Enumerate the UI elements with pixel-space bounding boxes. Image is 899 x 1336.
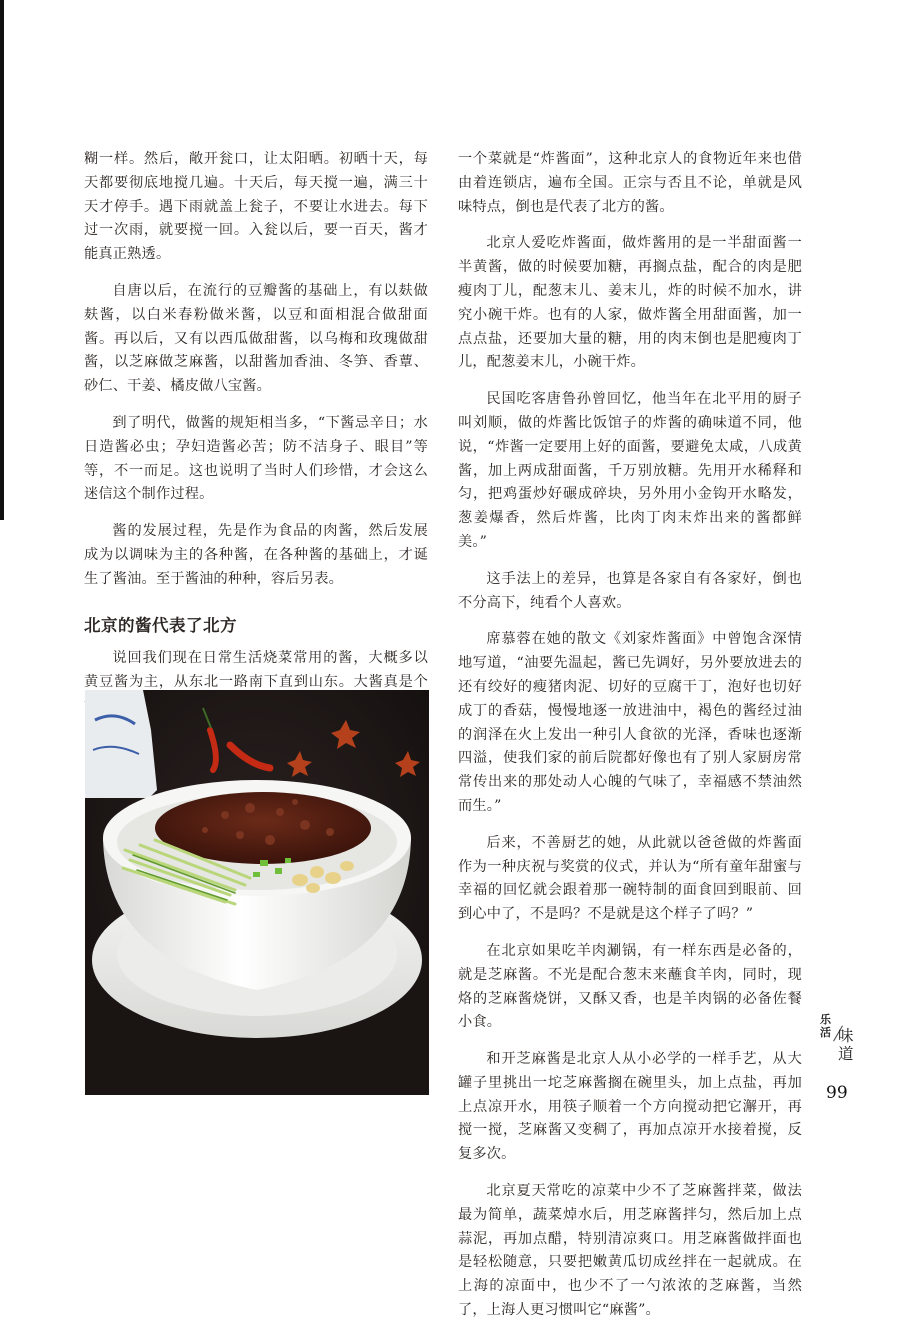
right-paragraph-4: 这手法上的差异，也算是各家自有各家好，倒也不分高下，纯看个人喜欢。: [458, 570, 802, 611]
noodle-bowl-photo: [85, 690, 429, 1095]
right-paragraph-5: 席慕蓉在她的散文《刘家炸酱面》中曾饱含深情地写道，“油要先温起，酱已先调好，另外要放进去的还有绞好的瘦猪肉泥、切好的豆腐干丁，泡好也切好成丁的香菇，慢慢地逐一放进油中，褐色的酱经过油的润泽在火上发出一种引人食欲的光泽，香味也逐渐四溢，使我们家的前后院都好像也有了别人家厨房常常传出来的那处动人心魄的气味了，幸福感不禁油然而生。”: [458, 631, 802, 814]
left-paragraph-4: 酱的发展过程，先是作为食品的肉酱，然后发展成为以调味为主的各种酱，在各种酱的基础上，才诞生了酱油。至于酱油的种种，容后另表。: [84, 523, 428, 587]
section-label-lehuo: 乐活: [820, 1013, 831, 1039]
left-paragraph-2: 自唐以后，在流行的豆瓣酱的基础上，有以麸做麸酱，以白米春粉做米酱，以豆和面相混合做甜面酱。再以后，又有以西瓜做甜酱，以乌梅和玫瑰做甜酱，以芝麻做芝麻酱，以甜酱加香油、冬笋、香蕈、砂仁、干姜、橘皮做八宝酱。: [84, 282, 428, 395]
page-number: 99: [826, 1083, 848, 1103]
section-label-weidao: 味道: [838, 1027, 854, 1063]
right-paragraph-2: 北京人爱吃炸酱面，做炸酱用的是一半甜面酱一半黄酱，做的时候要加糖，再搁点盐，配合的肉是肥瘦肉丁儿，配葱末儿、姜末儿，炸的时候不加水，讲究小碗干炸。也有的人家，做炸酱全用甜面酱，加一点点盐，还要加大量的糖，用的肉末倒也是肥瘦肉丁儿，配葱姜末儿，小碗干炸。: [458, 235, 802, 371]
right-paragraph-6: 后来，不善厨艺的她，从此就以爸爸做的炸酱面作为一种庆祝与奖赏的仪式，并认为“所有童年甜蜜与幸福的回忆就会跟着那一碗特制的面食回到眼前、回到心中了，不是吗？不是就是这个样子了吗？”: [458, 834, 802, 923]
right-paragraph-8: 和开芝麻酱是北京人从小必学的一样手艺，从大罐子里挑出一坨芝麻酱搁在碗里头，加上点盐，再加上点凉开水，用筷子顺着一个方向搅动把它澥开，再搅一搅，芝麻酱又变稠了，再加点凉开水接着搅，反复多次。: [458, 1051, 802, 1163]
right-paragraph-7: 在北京如果吃羊肉涮锅，有一样东西是必备的，就是芝麻酱。不光是配合葱末来蘸食羊肉，同时，现烙的芝麻酱烧饼，又酥又香，也是羊肉锅的必备佐餐小食。: [458, 942, 802, 1031]
right-paragraph-3: 民国吃客唐鲁孙曾回忆，他当年在北平用的厨子叫刘顺，做的炸酱比饭馆子的炸酱的确味道不同，他说，“炸酱一定要用上好的面酱，要避免太咸，八成黄酱，加上两成甜面酱，千万别放糖。先用开水稀释和匀，把鸡蛋炒好碾成碎块，另外用小金钩开水略发，葱姜爆香，然后炸酱，比肉丁肉末炸出来的酱都鲜美。”: [458, 391, 802, 550]
right-paragraph-1: 一个菜就是“炸酱面”，这种北京人的食物近年来也借由着连锁店，遍布全国。正宗与否且不论，单就是风味特点，倒也是代表了北方的酱。: [458, 151, 802, 215]
right-column: [458, 148, 802, 1336]
section-heading: 北京的酱代表了北方: [84, 615, 237, 635]
page-edge-line: [0, 0, 4, 520]
section-tag: [820, 1013, 860, 1083]
left-paragraph-3: 到了明代，做酱的规矩相当多，“下酱忌辛日；水日造酱必虫；孕妇造酱必苦；防不洁身子、眼目”等等，不一而足。这也说明了当时人们珍惜，才会这么迷信这个制作过程。: [84, 414, 428, 503]
right-paragraph-9: 北京夏天常吃的凉菜中少不了芝麻酱拌菜，做法最为简单，蔬菜焯水后，用芝麻酱拌匀，然后加上点蒜泥，再加点醋，特别清凉爽口。用芝麻酱做拌面也是轻松随意，只要把嫩黄瓜切成丝拌在一起就成。在上海的凉面中，也少不了一勺浓浓的芝麻酱，当然了，上海人更习惯叫它“麻酱”。: [458, 1183, 802, 1319]
left-paragraph-1: 糊一样。然后，敞开瓮口，让太阳晒。初晒十天，每天都要彻底地搅几遍。十天后，每天搅一遍，满三十天才停手。遇下雨就盖上瓮子，不要让水进去。每下过一次雨，就要搅一回。入瓮以后，要一百天，酱才能真正熟透。: [84, 151, 428, 263]
left-paragraph-5: 说回我们现在日常生活烧菜常用的酱，大概多以黄豆酱为主，从东北一路南下直到山东。大酱真是个: [84, 650, 428, 691]
